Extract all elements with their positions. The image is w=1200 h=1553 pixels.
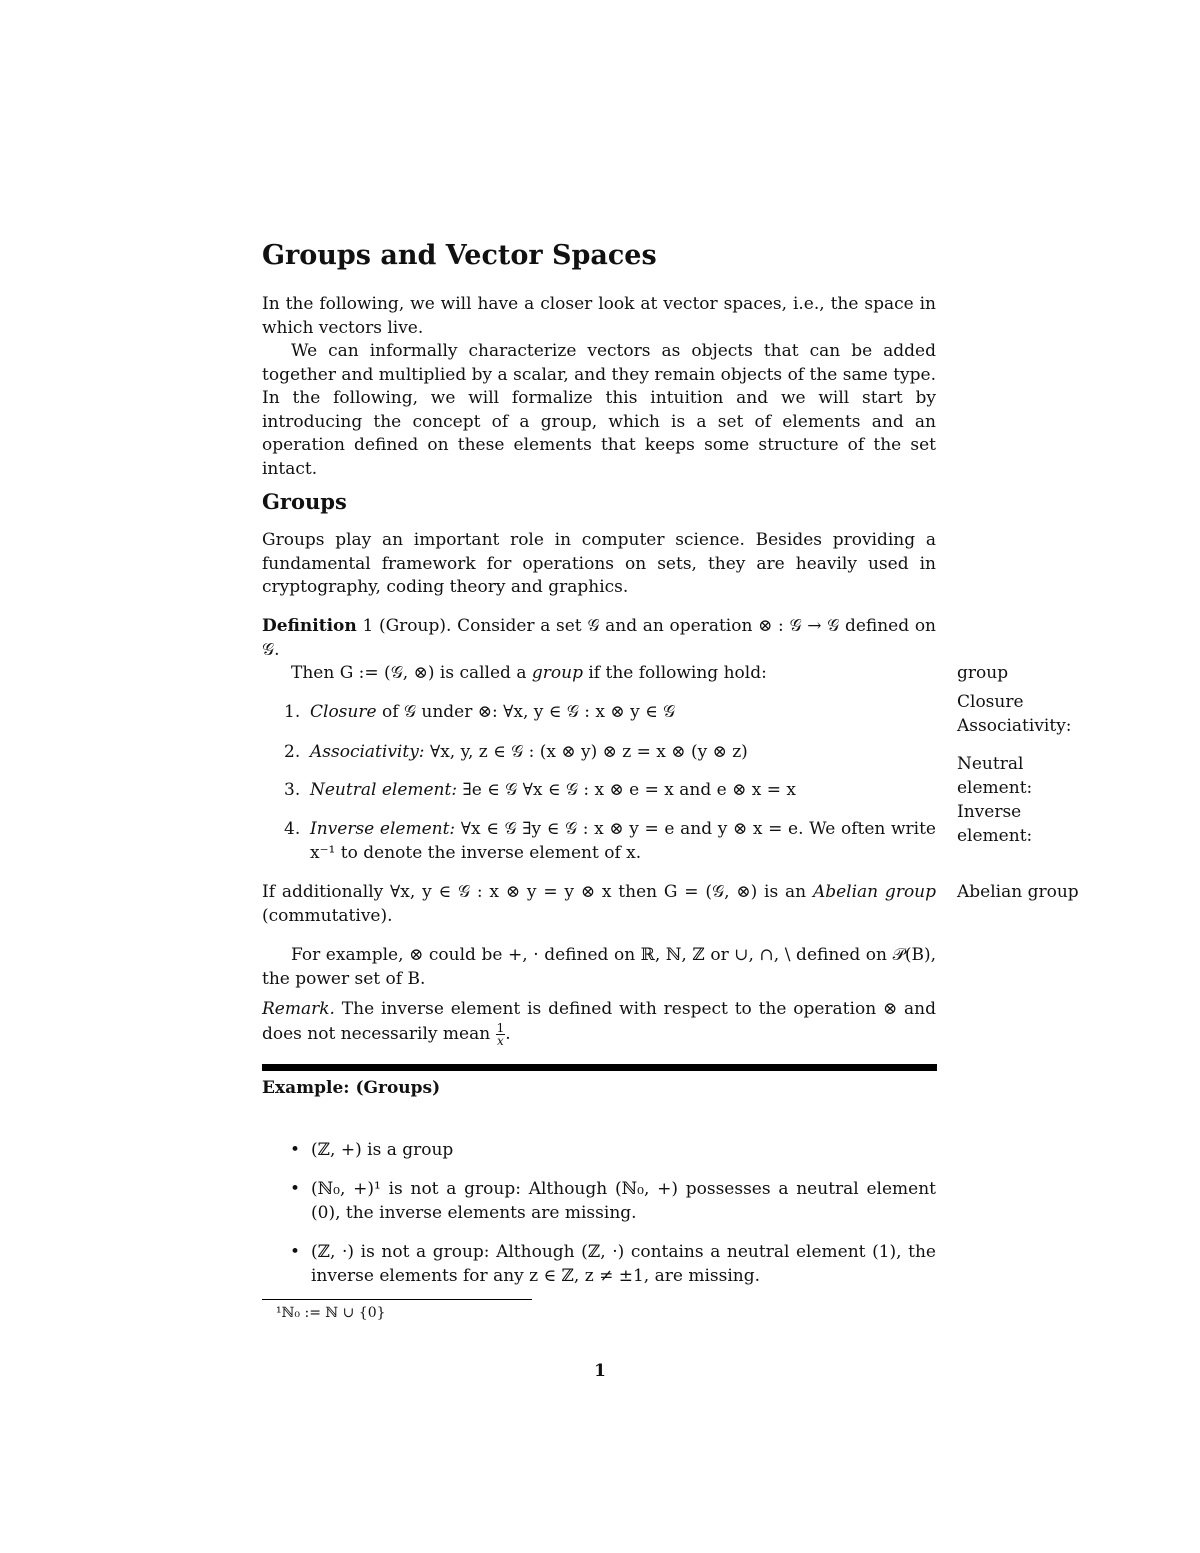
footnote-rule	[262, 1299, 532, 1300]
page-number: 1	[594, 1361, 606, 1381]
definition-then-line	[262, 662, 936, 686]
bullet-icon: •	[290, 1140, 301, 1160]
fraction-numerator: 1	[496, 1020, 505, 1035]
definition-name: (Group).	[378, 616, 452, 636]
property-formula: of 𝒢 under ⊗: ∀x, y ∈ 𝒢 : x ⊗ y ∈ 𝒢	[381, 702, 676, 722]
fraction-denominator: x	[497, 1033, 504, 1048]
definition-label: Definition	[262, 616, 357, 636]
property-formula: ∀x ∈ 𝒢 ∃y ∈ 𝒢 : x ⊗ y = e and y ⊗ x = e. We often write x⁻¹ to denote the inverse element of x.	[310, 819, 936, 863]
then-suffix: if the following hold:	[588, 663, 767, 683]
intro-paragraph-2: We can informally characterize vectors as objects that can be added together and multiplied by a scalar, and they remain objects of the same type. In the following, we will formalize this intuition and we will start by introducing the concept of a group, which is a set of elements and an operation defined on these elements that keeps some structure of the set intact.	[262, 341, 936, 479]
example-heading: Example: (Groups)	[262, 1078, 441, 1098]
abelian-paragraph	[262, 881, 936, 928]
example-paragraph: For example, ⊗ could be +, · defined on ℝ, ℕ, ℤ or ∪, ∩, \ defined on 𝒫(B), the power set of B.	[262, 945, 936, 989]
property-number: 1.	[284, 702, 301, 722]
property-name: Neutral element:	[310, 780, 458, 800]
property-number: 2.	[284, 742, 301, 762]
margin-note-associativity: Associativity:	[957, 716, 1072, 736]
then-prefix: Then G := (𝒢, ⊗) is called a	[291, 663, 527, 683]
property-name: Inverse element:	[310, 819, 456, 839]
remark-text: The inverse element is defined with respect to the operation ⊗ and does not necessarily mean	[262, 999, 936, 1044]
margin-note-abelian: Abelian group	[957, 882, 1079, 902]
groups-intro-paragraph: Groups play an important role in computer science. Besides providing a fundamental framework for operations on sets, they are heavily used in cryptography, coding theory and graphics.	[262, 530, 936, 597]
property-text	[310, 818, 936, 865]
remark-paragraph	[262, 998, 936, 1047]
example-divider	[262, 1064, 937, 1071]
definition-number: 1	[362, 616, 374, 636]
abelian-suffix: (commutative).	[262, 905, 393, 926]
remark-fraction	[496, 1022, 506, 1047]
property-formula: ∀x, y, z ∈ 𝒢 : (x ⊗ y) ⊗ z = x ⊗ (y ⊗ z)	[429, 742, 748, 762]
list-item-text: (ℤ, +) is a group	[311, 1140, 454, 1160]
list-item-text: (ℕ₀, +)¹ is not a group: Although (ℕ₀, +) possesses a neutral element (0), the inverse elements are missing.	[311, 1179, 936, 1223]
intro-paragraph-1: In the following, we will have a closer look at vector spaces, i.e., the space in which vectors live.	[262, 294, 936, 338]
property-text	[310, 741, 936, 765]
remark-end: .	[505, 1023, 511, 1044]
footnote: ¹ℕ₀ := ℕ ∪ {0}	[276, 1305, 386, 1321]
property-formula: ∃e ∈ 𝒢 ∀x ∈ 𝒢 : x ⊗ e = x and e ⊗ x = x	[462, 780, 796, 800]
then-term: group	[531, 663, 583, 683]
abelian-prefix: If additionally ∀x, y ∈ 𝒢 : x ⊗ y = y ⊗ x then G = (𝒢, ⊗) is an	[262, 882, 807, 902]
margin-note-closure: Closure	[957, 692, 1024, 712]
property-number: 4.	[284, 819, 301, 839]
section-heading-groups: Groups	[262, 489, 347, 514]
property-name: Closure	[310, 702, 377, 722]
margin-note-group: group	[957, 663, 1009, 683]
margin-note-inverse: Inverse element:	[957, 802, 1033, 846]
property-name: Associativity:	[310, 742, 425, 762]
definition-paragraph	[262, 615, 936, 662]
property-text	[310, 701, 936, 725]
definition-text: Consider a set 𝒢 and an operation ⊗ : 𝒢 → 𝒢 defined on 𝒢.	[262, 616, 936, 660]
bullet-icon: •	[290, 1179, 301, 1199]
list-item-text: (ℤ, ·) is not a group: Although (ℤ, ·) contains a neutral element (1), the inverse elements for any z ∈ ℤ, z ≠ ±1, are missing.	[311, 1242, 936, 1286]
page-title: Groups and Vector Spaces	[262, 240, 657, 271]
margin-note-neutral: Neutral element:	[957, 754, 1033, 798]
property-number: 3.	[284, 780, 301, 800]
property-text	[310, 779, 936, 803]
abelian-term: Abelian group	[812, 882, 937, 902]
remark-label: Remark.	[262, 999, 335, 1019]
bullet-icon: •	[290, 1242, 301, 1262]
